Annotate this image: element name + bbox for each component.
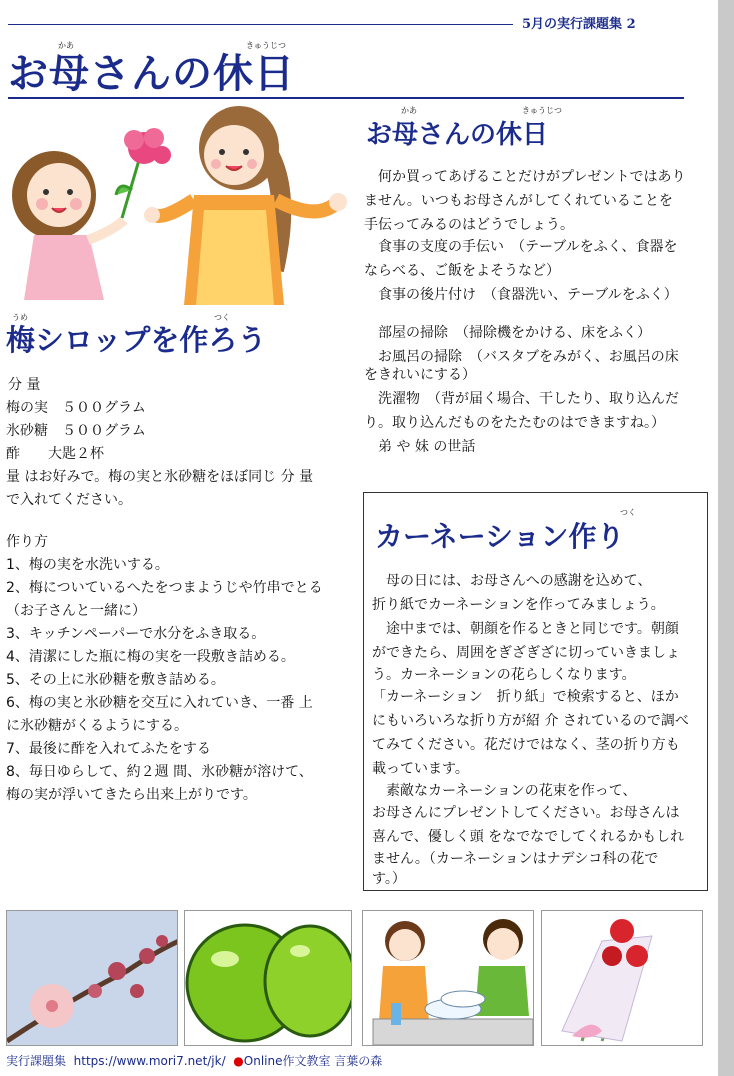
carnation-line-8: てみてください。花だけではなく、茎の折り方も bbox=[372, 737, 680, 753]
daughter-face bbox=[27, 163, 91, 227]
carnation-line-14: す。） bbox=[372, 871, 406, 887]
step-6: 6、梅の実と氷砂糖を交互に入れていき、一番 上 bbox=[6, 695, 313, 711]
main-title-ruby-1: かあ bbox=[58, 41, 74, 50]
main-title-ruby-2: きゅうじつ bbox=[246, 41, 286, 50]
header-rule bbox=[8, 24, 513, 25]
mother-daughter-illustration bbox=[4, 100, 354, 305]
carnation-line-6: 「カーネーション 折り紙」で検索すると、ほか bbox=[372, 689, 679, 705]
mother-title-ruby-2: きゅうじつ bbox=[522, 106, 562, 115]
carnation-line-9: 載っています。 bbox=[372, 761, 469, 777]
step-3: 3、キッチンペーパーで水分をふき取る。 bbox=[6, 626, 266, 642]
carnation-line-13: ません。（カーネーションはナデシコ科の花で bbox=[372, 851, 659, 867]
ingredient-1: 梅の実 ５００グラム bbox=[6, 400, 146, 416]
mother-line-11: 洗濯物 （背が届く場合、干したり、取り込んだ bbox=[364, 391, 679, 407]
mother-line-10: をきれいにする） bbox=[364, 367, 476, 383]
ingredient-2: 氷砂糖 ５００グラム bbox=[6, 423, 146, 439]
step-8-cont: 梅の実が浮いてきたら出来上がりです。 bbox=[6, 787, 257, 803]
main-title: お母さんの休日 bbox=[8, 51, 295, 97]
header-label: 5月の実行課題集 2 bbox=[522, 17, 636, 32]
mother-line-6: 食事の後片付け （食器洗い、テーブルをふく） bbox=[364, 287, 678, 303]
step-2: 2、梅についているへたをつまようじや竹串でとる bbox=[6, 580, 323, 596]
carnation-line-3: 途中までは、朝顔を作るときと同じです。朝顔 bbox=[372, 621, 679, 637]
mother-title-ruby-1: かあ bbox=[401, 106, 417, 115]
carnation-bouquet-illustration bbox=[541, 910, 703, 1046]
mother-line-9: お風呂の掃除 （バスタブをみがく、お風呂の床 bbox=[364, 349, 679, 365]
ingredient-3: 酢 大匙２杯 bbox=[6, 446, 104, 462]
step-7: 7、最後に酢を入れてふたをする bbox=[6, 741, 211, 757]
mother-face bbox=[204, 125, 264, 185]
ingredient-5: で入れてください。 bbox=[6, 492, 132, 508]
step-5: 5、その上に氷砂糖を敷き詰める。 bbox=[6, 672, 225, 688]
ingredients-title: 分 量 bbox=[8, 377, 41, 393]
ingredient-4: 量 はお好みで。梅の実と氷砂糖をほぼ同じ 分 量 bbox=[6, 469, 314, 485]
mother-line-3: 手伝ってみるのはどうでしょう。 bbox=[364, 217, 574, 233]
scrollbar[interactable] bbox=[718, 0, 734, 1076]
carnation-section-title: カーネーション作り bbox=[375, 520, 625, 553]
mother-line-4: 食事の支度の手伝い （テーブルをふく、食器を bbox=[364, 239, 678, 255]
step-2-note: （お子さんと一緒に） bbox=[6, 603, 146, 619]
title-rule bbox=[8, 97, 684, 99]
carnation-line-4: ができたら、周囲をぎざぎざに切っていきましょ bbox=[372, 645, 680, 661]
mother-line-1: 何か買ってあげることだけがプレゼントではあり bbox=[364, 169, 686, 185]
footer-url-link[interactable]: https://www.mori7.net/jk/ bbox=[73, 1054, 226, 1068]
footer-bullet: ● bbox=[233, 1054, 244, 1068]
daughter-dress bbox=[24, 235, 104, 300]
carnation-line-5: う。カーネーションの花らしくなります。 bbox=[372, 667, 636, 683]
step-4: 4、清潔にした瓶に梅の実を一段敷き詰める。 bbox=[6, 649, 295, 665]
syrup-section-title: 梅シロップを作ろう bbox=[6, 323, 267, 357]
mother-section-title: お母さんの休日 bbox=[366, 120, 549, 150]
carnation-line-11: お母さんにプレゼントしてください。お母さんは bbox=[372, 805, 680, 821]
kids-washing-dishes-illustration bbox=[362, 910, 534, 1046]
carnation-line-10: 素敵なカーネーションの花束を作って、 bbox=[372, 783, 637, 799]
step-1: 1、梅の実を水洗いする。 bbox=[6, 557, 169, 573]
mother-line-5: ならべる、ご飯をよそうなど） bbox=[364, 263, 560, 279]
mother-line-8: 部屋の掃除 （掃除機をかける、床をふく） bbox=[364, 325, 651, 341]
mother-line-12: り。取り込んだものをたたむのはできますね。） bbox=[364, 415, 665, 431]
step-6-cont: に氷砂糖がくるようにする。 bbox=[6, 718, 188, 734]
syrup-title-ruby-2: つく bbox=[214, 313, 230, 322]
carnation-line-7: にもいろいろな折り方が紹 介 されているので調べ bbox=[372, 713, 689, 729]
mother-line-2: ません。いつもお母さんがしてくれていることを bbox=[364, 193, 673, 209]
syrup-title-ruby-1: うめ bbox=[12, 313, 28, 322]
carnation-line-1: 母の日には、お母さんへの感謝を込めて、 bbox=[372, 573, 652, 589]
carnation-line-12: 喜んで、優しく頭 をなでなでしてくれるかもしれ bbox=[372, 829, 685, 845]
footer-site-name: 実行課題集 bbox=[6, 1054, 67, 1068]
footer-brand: Online作文教室 言葉の森 bbox=[243, 1054, 383, 1068]
step-8: 8、毎日ゆらして、約２週 間、氷砂糖が溶けて、 bbox=[6, 764, 313, 780]
mother-line-13: 弟 や 妹 の世話 bbox=[364, 439, 476, 455]
carnation-title-ruby: つく bbox=[620, 508, 636, 517]
mother-apron bbox=[196, 210, 274, 305]
ume-blossom-photo bbox=[6, 910, 178, 1046]
steps-title: 作り方 bbox=[6, 534, 48, 550]
footer bbox=[6, 1052, 382, 1069]
carnation-line-2: 折り紙でカーネーションを作ってみましょう。 bbox=[372, 597, 665, 613]
green-ume-illustration bbox=[184, 910, 352, 1046]
